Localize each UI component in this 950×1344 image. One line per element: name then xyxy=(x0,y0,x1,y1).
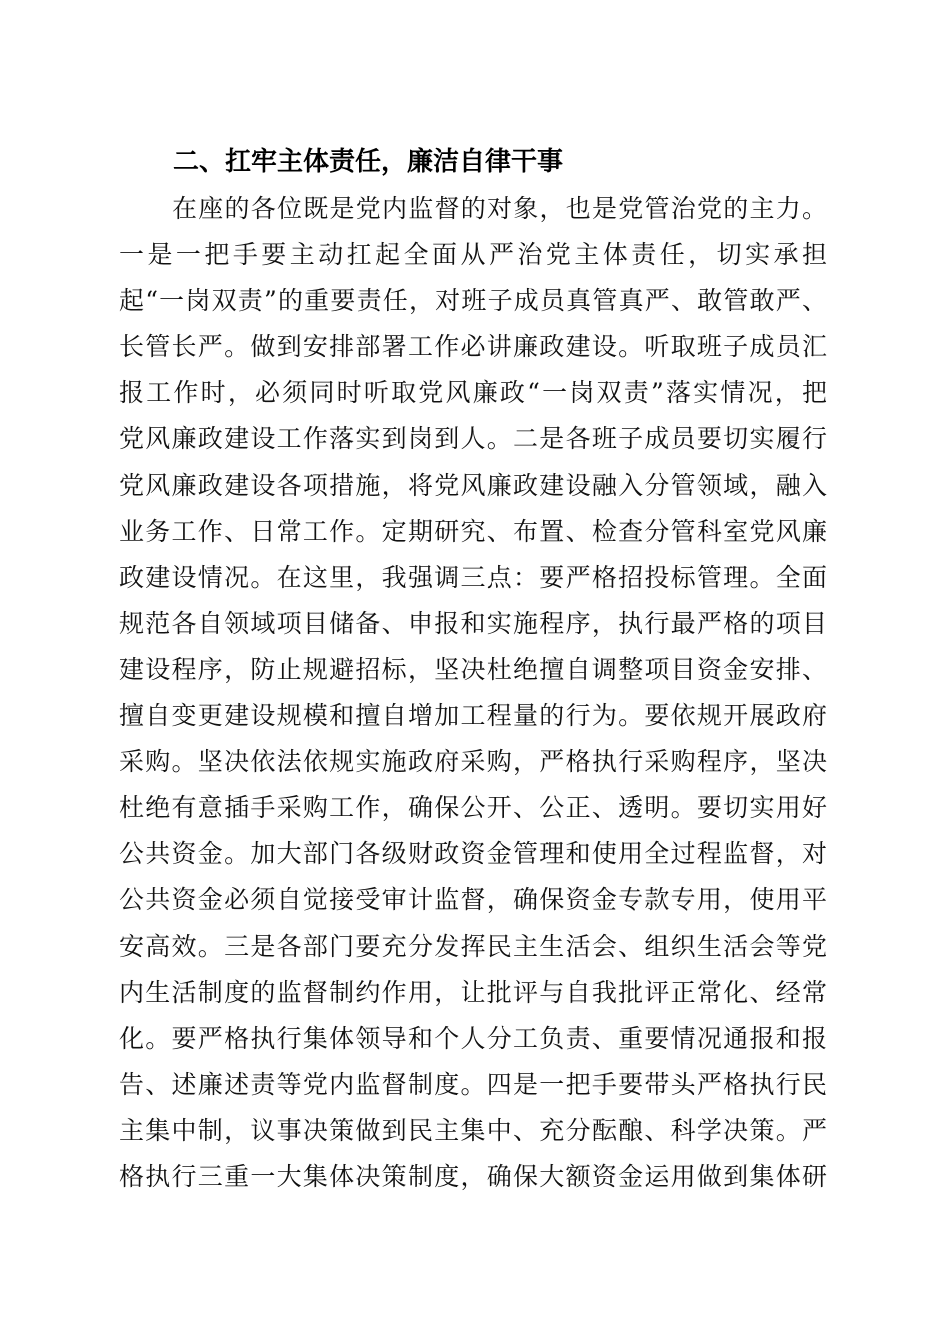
paragraph-line: 杜绝有意插手采购工作，确保公开、公正、透明。要切实用好 xyxy=(119,793,827,823)
paragraph-line: 告、述廉述责等党内监督制度。四是一把手要带头严格执行民 xyxy=(119,1069,827,1099)
paragraph-line: 公共资金必须自觉接受审计监督，确保资金专款专用，使用平 xyxy=(119,885,827,915)
paragraph-line: 主集中制，议事决策做到民主集中、充分酝酿、科学决策。严 xyxy=(119,1115,827,1145)
paragraph-line: 在座的各位既是党内监督的对象，也是党管治党的主力。 xyxy=(172,194,827,223)
paragraph-line: 报工作时，必须同时听取党风廉政“一岗双责”落实情况，把 xyxy=(119,378,827,408)
paragraph-line: 一是一把手要主动扛起全面从严治党主体责任，切实承担 xyxy=(119,240,827,270)
paragraph-line: 公共资金。加大部门各级财政资金管理和使用全过程监督，对 xyxy=(119,839,827,869)
section-heading: 二、扛牢主体责任，廉洁自律干事 xyxy=(173,147,564,177)
paragraph-line: 格执行三重一大集体决策制度，确保大额资金运用做到集体研 xyxy=(119,1161,827,1191)
paragraph-line: 政建设情况。在这里，我强调三点：要严格招投标管理。全面 xyxy=(119,562,827,592)
paragraph-line: 起“一岗双责”的重要责任，对班子成员真管真严、敢管敢严、 xyxy=(119,286,827,316)
paragraph-line: 党风廉政建设工作落实到岗到人。二是各班子成员要切实履行 xyxy=(119,424,827,454)
paragraph-line: 内生活制度的监督制约作用，让批评与自我批评正常化、经常 xyxy=(119,977,827,1007)
paragraph-line: 规范各自领域项目储备、申报和实施程序，执行最严格的项目 xyxy=(119,608,827,638)
paragraph-line: 采购。坚决依法依规实施政府采购，严格执行采购程序，坚决 xyxy=(119,747,827,777)
paragraph-line: 擅自变更建设规模和擅自增加工程量的行为。要依规开展政府 xyxy=(119,701,827,731)
body-paragraph xyxy=(119,186,827,1200)
paragraph-line: 党风廉政建设各项措施，将党风廉政建设融入分管领域，融入 xyxy=(119,470,827,500)
paragraph-line: 建设程序，防止规避招标，坚决杜绝擅自调整项目资金安排、 xyxy=(119,654,827,684)
paragraph-line: 长管长严。做到安排部署工作必讲廉政建设。听取班子成员汇 xyxy=(119,332,827,362)
paragraph-line: 安高效。三是各部门要充分发挥民主生活会、组织生活会等党 xyxy=(119,931,827,961)
paragraph-line: 业务工作、日常工作。定期研究、布置、检查分管科室党风廉 xyxy=(119,516,827,546)
paragraph-line: 化。要严格执行集体领导和个人分工负责、重要情况通报和报 xyxy=(119,1023,827,1053)
